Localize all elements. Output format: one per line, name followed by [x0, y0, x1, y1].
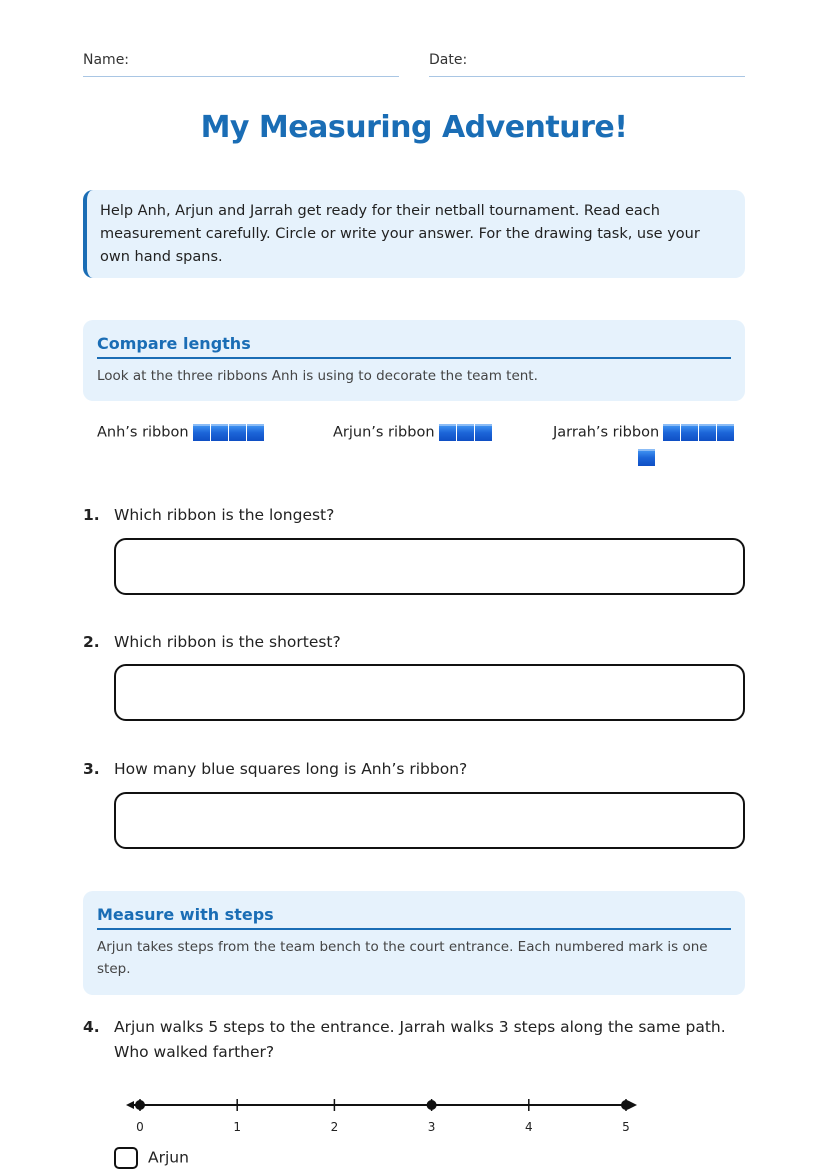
question-number: 4.	[83, 1018, 100, 1036]
number-line-label: 4	[524, 1120, 533, 1134]
intro-box: Help Anh, Arjun and Jarrah get ready for their netball tournament. Read each measurement carefully. Circle or write your answer. For the drawing task, use your own hand spans.	[83, 190, 745, 278]
answer-box-3[interactable]	[114, 792, 745, 849]
question-text: How many blue squares long is Anh’s ribbon?	[114, 760, 468, 778]
header-fields	[83, 52, 745, 78]
number-line-label: 5	[622, 1120, 630, 1134]
blue-square-icon	[247, 424, 264, 441]
blue-square-icon	[699, 424, 716, 441]
number-line-label: 2	[330, 1120, 339, 1134]
option-arjun[interactable]	[114, 1147, 189, 1169]
blue-square-icon	[457, 424, 474, 441]
date-field[interactable]	[429, 52, 745, 77]
page-title: My Measuring Adventure!	[200, 110, 628, 145]
question-text: Which ribbon is the shortest?	[114, 633, 341, 651]
blue-square-icon	[717, 424, 734, 441]
number-line-point	[135, 1100, 145, 1110]
ribbon-jarrah-overflow	[637, 447, 655, 466]
blue-square-icon	[663, 424, 680, 441]
number-line	[121, 1090, 646, 1138]
blue-square-icon	[638, 449, 655, 466]
answer-box-2[interactable]	[114, 664, 745, 721]
answer-box-1[interactable]	[114, 538, 745, 595]
blue-square-icon	[439, 424, 456, 441]
section-description: Arjun takes steps from the team bench to the court entrance. Each numbered mark is one step.	[97, 939, 708, 977]
checkbox[interactable]	[114, 1147, 138, 1169]
section-heading: Measure with steps	[97, 905, 731, 930]
ribbon-label: Anh’s ribbon	[97, 424, 189, 441]
ribbon-anh	[97, 424, 264, 441]
number-line-label: 0	[136, 1120, 144, 1134]
question-number: 2.	[83, 633, 100, 651]
section-compare-lengths	[83, 320, 745, 401]
ribbon-arjun	[333, 424, 492, 441]
blue-square-icon	[193, 424, 210, 441]
blue-square-icon	[211, 424, 228, 441]
blue-square-icon	[229, 424, 246, 441]
section-measure-steps	[83, 891, 745, 995]
date-label: Date:	[429, 52, 468, 68]
question-text: Arjun walks 5 steps to the entrance. Jarrah walks 3 steps along the same path. Who walked farther?	[114, 1018, 726, 1061]
ribbon-label: Jarrah’s ribbon	[553, 424, 660, 441]
question-text: Which ribbon is the longest?	[114, 506, 335, 524]
name-label: Name:	[83, 52, 130, 68]
ribbon-label: Arjun’s ribbon	[333, 424, 435, 441]
ribbon-jarrah	[553, 424, 734, 441]
blue-square-icon	[475, 424, 492, 441]
number-line-point	[621, 1100, 631, 1110]
question-number: 3.	[83, 760, 100, 778]
arrow-left-icon	[126, 1101, 134, 1109]
number-line-label: 1	[233, 1120, 242, 1134]
option-label: Arjun	[148, 1148, 189, 1167]
question-number: 1.	[83, 506, 100, 524]
number-line-label: 3	[427, 1120, 436, 1134]
blue-square-icon	[681, 424, 698, 441]
name-field[interactable]	[83, 52, 399, 77]
section-description: Look at the three ribbons Anh is using to decorate the team tent.	[97, 368, 538, 384]
number-line-point	[427, 1100, 437, 1110]
section-heading: Compare lengths	[97, 334, 731, 359]
